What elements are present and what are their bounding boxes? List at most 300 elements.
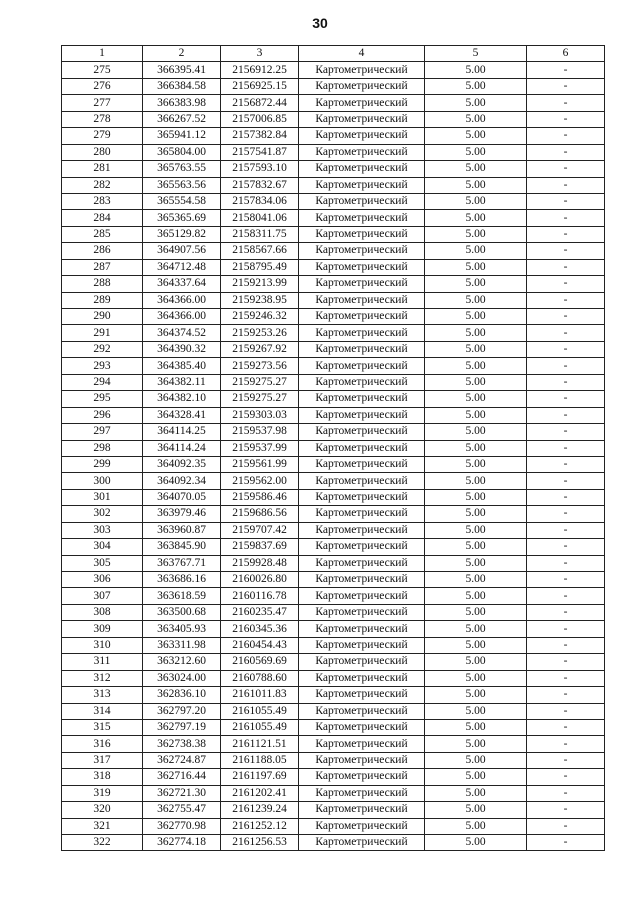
point-number-cell: 296 — [62, 407, 143, 423]
x-coordinate-cell: 363960.87 — [143, 522, 221, 538]
note-cell: - — [527, 703, 605, 719]
table-row — [62, 506, 605, 522]
table-row — [62, 736, 605, 752]
y-coordinate-cell: 2159586.46 — [221, 489, 299, 505]
x-coordinate-cell: 362797.20 — [143, 703, 221, 719]
method-cell: Картометрический — [299, 769, 425, 785]
method-cell: Картометрический — [299, 654, 425, 670]
x-coordinate-cell: 364374.52 — [143, 325, 221, 341]
y-coordinate-cell: 2161197.69 — [221, 769, 299, 785]
note-cell: - — [527, 736, 605, 752]
accuracy-cell: 5.00 — [425, 719, 527, 735]
y-coordinate-cell: 2161055.49 — [221, 719, 299, 735]
table-row — [62, 621, 605, 637]
accuracy-cell: 5.00 — [425, 539, 527, 555]
table-row — [62, 802, 605, 818]
method-cell: Картометрический — [299, 78, 425, 94]
note-cell: - — [527, 128, 605, 144]
y-coordinate-cell: 2157541.87 — [221, 144, 299, 160]
accuracy-cell: 5.00 — [425, 259, 527, 275]
accuracy-cell: 5.00 — [425, 572, 527, 588]
table-row — [62, 456, 605, 472]
note-cell: - — [527, 604, 605, 620]
table-row — [62, 243, 605, 259]
point-number-cell: 308 — [62, 604, 143, 620]
point-number-cell: 319 — [62, 785, 143, 801]
table-row — [62, 522, 605, 538]
accuracy-cell: 5.00 — [425, 161, 527, 177]
x-coordinate-cell: 363845.90 — [143, 539, 221, 555]
note-cell: - — [527, 654, 605, 670]
method-cell: Картометрический — [299, 276, 425, 292]
point-number-cell: 300 — [62, 473, 143, 489]
table-row — [62, 391, 605, 407]
x-coordinate-cell: 364092.35 — [143, 456, 221, 472]
accuracy-cell: 5.00 — [425, 144, 527, 160]
table-row — [62, 341, 605, 357]
table-row — [62, 128, 605, 144]
note-cell: - — [527, 309, 605, 325]
table-row — [62, 752, 605, 768]
y-coordinate-cell: 2159686.56 — [221, 506, 299, 522]
point-number-cell: 302 — [62, 506, 143, 522]
point-number-cell: 303 — [62, 522, 143, 538]
point-number-cell: 299 — [62, 456, 143, 472]
x-coordinate-cell: 364385.40 — [143, 358, 221, 374]
accuracy-cell: 5.00 — [425, 522, 527, 538]
note-cell: - — [527, 489, 605, 505]
x-coordinate-cell: 364390.32 — [143, 341, 221, 357]
x-coordinate-cell: 364907.56 — [143, 243, 221, 259]
point-number-cell: 307 — [62, 588, 143, 604]
accuracy-cell: 5.00 — [425, 95, 527, 111]
method-cell: Картометрический — [299, 210, 425, 226]
x-coordinate-cell: 365365.69 — [143, 210, 221, 226]
point-number-cell: 309 — [62, 621, 143, 637]
y-coordinate-cell: 2161121.51 — [221, 736, 299, 752]
accuracy-cell: 5.00 — [425, 802, 527, 818]
x-coordinate-cell: 362721.30 — [143, 785, 221, 801]
y-coordinate-cell: 2159238.95 — [221, 292, 299, 308]
method-cell: Картометрический — [299, 522, 425, 538]
table-row — [62, 259, 605, 275]
point-number-cell: 290 — [62, 309, 143, 325]
y-coordinate-cell: 2158567.66 — [221, 243, 299, 259]
column-header-1: 1 — [62, 46, 143, 62]
y-coordinate-cell: 2158041.06 — [221, 210, 299, 226]
accuracy-cell: 5.00 — [425, 621, 527, 637]
table-row — [62, 654, 605, 670]
point-number-cell: 301 — [62, 489, 143, 505]
point-number-cell: 306 — [62, 572, 143, 588]
x-coordinate-cell: 364092.34 — [143, 473, 221, 489]
note-cell: - — [527, 210, 605, 226]
method-cell: Картометрический — [299, 407, 425, 423]
table-row — [62, 769, 605, 785]
table-row — [62, 226, 605, 242]
table-row — [62, 719, 605, 735]
point-number-cell: 279 — [62, 128, 143, 144]
note-cell: - — [527, 835, 605, 851]
method-cell: Картометрический — [299, 440, 425, 456]
table-row — [62, 555, 605, 571]
header-row — [62, 46, 605, 62]
y-coordinate-cell: 2156925.15 — [221, 78, 299, 94]
note-cell: - — [527, 111, 605, 127]
column-header-2: 2 — [143, 46, 221, 62]
table-row — [62, 210, 605, 226]
x-coordinate-cell: 366267.52 — [143, 111, 221, 127]
method-cell: Картометрический — [299, 341, 425, 357]
x-coordinate-cell: 364382.10 — [143, 391, 221, 407]
y-coordinate-cell: 2159537.98 — [221, 424, 299, 440]
point-number-cell: 280 — [62, 144, 143, 160]
x-coordinate-cell: 366383.98 — [143, 95, 221, 111]
accuracy-cell: 5.00 — [425, 210, 527, 226]
y-coordinate-cell: 2158311.75 — [221, 226, 299, 242]
table-row — [62, 309, 605, 325]
y-coordinate-cell: 2159562.00 — [221, 473, 299, 489]
note-cell: - — [527, 637, 605, 653]
x-coordinate-cell: 364114.25 — [143, 424, 221, 440]
x-coordinate-cell: 364712.48 — [143, 259, 221, 275]
x-coordinate-cell: 365941.12 — [143, 128, 221, 144]
x-coordinate-cell: 362755.47 — [143, 802, 221, 818]
note-cell: - — [527, 259, 605, 275]
y-coordinate-cell: 2160345.36 — [221, 621, 299, 637]
accuracy-cell: 5.00 — [425, 276, 527, 292]
y-coordinate-cell: 2160454.43 — [221, 637, 299, 653]
x-coordinate-cell: 362738.38 — [143, 736, 221, 752]
point-number-cell: 283 — [62, 193, 143, 209]
accuracy-cell: 5.00 — [425, 604, 527, 620]
y-coordinate-cell: 2159537.99 — [221, 440, 299, 456]
x-coordinate-cell: 363767.71 — [143, 555, 221, 571]
note-cell: - — [527, 670, 605, 686]
note-cell: - — [527, 391, 605, 407]
method-cell: Картометрический — [299, 687, 425, 703]
page-number: 30 — [312, 15, 328, 31]
table-row — [62, 358, 605, 374]
point-number-cell: 276 — [62, 78, 143, 94]
x-coordinate-cell: 365563.56 — [143, 177, 221, 193]
accuracy-cell: 5.00 — [425, 456, 527, 472]
note-cell: - — [527, 341, 605, 357]
point-number-cell: 305 — [62, 555, 143, 571]
x-coordinate-cell: 363979.46 — [143, 506, 221, 522]
point-number-cell: 282 — [62, 177, 143, 193]
y-coordinate-cell: 2159837.69 — [221, 539, 299, 555]
point-number-cell: 317 — [62, 752, 143, 768]
x-coordinate-cell: 363212.60 — [143, 654, 221, 670]
method-cell: Картометрический — [299, 292, 425, 308]
y-coordinate-cell: 2159275.27 — [221, 391, 299, 407]
method-cell: Картометрический — [299, 456, 425, 472]
table-row — [62, 95, 605, 111]
method-cell: Картометрический — [299, 703, 425, 719]
point-number-cell: 295 — [62, 391, 143, 407]
method-cell: Картометрический — [299, 818, 425, 834]
table-row — [62, 818, 605, 834]
note-cell: - — [527, 785, 605, 801]
method-cell: Картометрический — [299, 259, 425, 275]
table-row — [62, 572, 605, 588]
method-cell: Картометрический — [299, 539, 425, 555]
accuracy-cell: 5.00 — [425, 62, 527, 78]
note-cell: - — [527, 276, 605, 292]
y-coordinate-cell: 2159273.56 — [221, 358, 299, 374]
accuracy-cell: 5.00 — [425, 506, 527, 522]
method-cell: Картометрический — [299, 719, 425, 735]
accuracy-cell: 5.00 — [425, 489, 527, 505]
method-cell: Картометрический — [299, 226, 425, 242]
y-coordinate-cell: 2159561.99 — [221, 456, 299, 472]
accuracy-cell: 5.00 — [425, 111, 527, 127]
y-coordinate-cell: 2161239.24 — [221, 802, 299, 818]
x-coordinate-cell: 363500.68 — [143, 604, 221, 620]
point-number-cell: 313 — [62, 687, 143, 703]
point-number-cell: 321 — [62, 818, 143, 834]
method-cell: Картометрический — [299, 473, 425, 489]
accuracy-cell: 5.00 — [425, 473, 527, 489]
accuracy-cell: 5.00 — [425, 835, 527, 851]
accuracy-cell: 5.00 — [425, 193, 527, 209]
y-coordinate-cell: 2161011.83 — [221, 687, 299, 703]
table-row — [62, 424, 605, 440]
point-number-cell: 286 — [62, 243, 143, 259]
x-coordinate-cell: 362797.19 — [143, 719, 221, 735]
note-cell: - — [527, 769, 605, 785]
table-row — [62, 588, 605, 604]
table-row — [62, 78, 605, 94]
y-coordinate-cell: 2160569.69 — [221, 654, 299, 670]
x-coordinate-cell: 364382.11 — [143, 374, 221, 390]
note-cell: - — [527, 226, 605, 242]
method-cell: Картометрический — [299, 325, 425, 341]
accuracy-cell: 5.00 — [425, 736, 527, 752]
point-number-cell: 294 — [62, 374, 143, 390]
table-row — [62, 687, 605, 703]
accuracy-cell: 5.00 — [425, 78, 527, 94]
x-coordinate-cell: 362724.87 — [143, 752, 221, 768]
table-row — [62, 62, 605, 78]
method-cell: Картометрический — [299, 358, 425, 374]
table-row — [62, 111, 605, 127]
y-coordinate-cell: 2161055.49 — [221, 703, 299, 719]
table-row — [62, 835, 605, 851]
note-cell: - — [527, 424, 605, 440]
accuracy-cell: 5.00 — [425, 555, 527, 571]
y-coordinate-cell: 2159707.42 — [221, 522, 299, 538]
note-cell: - — [527, 687, 605, 703]
method-cell: Картометрический — [299, 670, 425, 686]
method-cell: Картометрический — [299, 424, 425, 440]
note-cell: - — [527, 177, 605, 193]
table-row — [62, 374, 605, 390]
x-coordinate-cell: 363686.16 — [143, 572, 221, 588]
table-body — [62, 62, 605, 851]
method-cell: Картометрический — [299, 243, 425, 259]
point-number-cell: 322 — [62, 835, 143, 851]
accuracy-cell: 5.00 — [425, 407, 527, 423]
method-cell: Картометрический — [299, 391, 425, 407]
x-coordinate-cell: 363405.93 — [143, 621, 221, 637]
table-row — [62, 276, 605, 292]
accuracy-cell: 5.00 — [425, 391, 527, 407]
accuracy-cell: 5.00 — [425, 752, 527, 768]
y-coordinate-cell: 2161252.12 — [221, 818, 299, 834]
note-cell: - — [527, 506, 605, 522]
table-row — [62, 604, 605, 620]
note-cell: - — [527, 78, 605, 94]
method-cell: Картометрический — [299, 193, 425, 209]
point-number-cell: 314 — [62, 703, 143, 719]
note-cell: - — [527, 555, 605, 571]
note-cell: - — [527, 456, 605, 472]
y-coordinate-cell: 2157593.10 — [221, 161, 299, 177]
x-coordinate-cell: 365804.00 — [143, 144, 221, 160]
accuracy-cell: 5.00 — [425, 769, 527, 785]
method-cell: Картометрический — [299, 752, 425, 768]
note-cell: - — [527, 522, 605, 538]
y-coordinate-cell: 2161188.05 — [221, 752, 299, 768]
x-coordinate-cell: 366384.58 — [143, 78, 221, 94]
method-cell: Картометрический — [299, 555, 425, 571]
y-coordinate-cell: 2159275.27 — [221, 374, 299, 390]
method-cell: Картометрический — [299, 111, 425, 127]
point-number-cell: 320 — [62, 802, 143, 818]
y-coordinate-cell: 2156872.44 — [221, 95, 299, 111]
note-cell: - — [527, 440, 605, 456]
y-coordinate-cell: 2159267.92 — [221, 341, 299, 357]
method-cell: Картометрический — [299, 374, 425, 390]
table-row — [62, 144, 605, 160]
x-coordinate-cell: 363024.00 — [143, 670, 221, 686]
column-header-3: 3 — [221, 46, 299, 62]
x-coordinate-cell: 365763.55 — [143, 161, 221, 177]
y-coordinate-cell: 2159253.26 — [221, 325, 299, 341]
accuracy-cell: 5.00 — [425, 424, 527, 440]
note-cell: - — [527, 818, 605, 834]
accuracy-cell: 5.00 — [425, 818, 527, 834]
point-number-cell: 277 — [62, 95, 143, 111]
method-cell: Картометрический — [299, 177, 425, 193]
x-coordinate-cell: 365129.82 — [143, 226, 221, 242]
y-coordinate-cell: 2159928.48 — [221, 555, 299, 571]
table-row — [62, 407, 605, 423]
method-cell: Картометрический — [299, 637, 425, 653]
accuracy-cell: 5.00 — [425, 309, 527, 325]
table-row — [62, 703, 605, 719]
y-coordinate-cell: 2159213.99 — [221, 276, 299, 292]
point-number-cell: 284 — [62, 210, 143, 226]
y-coordinate-cell: 2159246.32 — [221, 309, 299, 325]
accuracy-cell: 5.00 — [425, 785, 527, 801]
note-cell: - — [527, 539, 605, 555]
y-coordinate-cell: 2157382.84 — [221, 128, 299, 144]
point-number-cell: 312 — [62, 670, 143, 686]
method-cell: Картометрический — [299, 785, 425, 801]
y-coordinate-cell: 2158795.49 — [221, 259, 299, 275]
column-header-4: 4 — [299, 46, 425, 62]
note-cell: - — [527, 243, 605, 259]
y-coordinate-cell: 2160116.78 — [221, 588, 299, 604]
note-cell: - — [527, 358, 605, 374]
method-cell: Картометрический — [299, 588, 425, 604]
y-coordinate-cell: 2157832.67 — [221, 177, 299, 193]
accuracy-cell: 5.00 — [425, 226, 527, 242]
y-coordinate-cell: 2160026.80 — [221, 572, 299, 588]
method-cell: Картометрический — [299, 802, 425, 818]
note-cell: - — [527, 374, 605, 390]
x-coordinate-cell: 362770.98 — [143, 818, 221, 834]
point-number-cell: 291 — [62, 325, 143, 341]
point-number-cell: 304 — [62, 539, 143, 555]
x-coordinate-cell: 363311.98 — [143, 637, 221, 653]
table-row — [62, 292, 605, 308]
coordinates-table — [61, 45, 605, 851]
note-cell: - — [527, 292, 605, 308]
note-cell: - — [527, 621, 605, 637]
accuracy-cell: 5.00 — [425, 687, 527, 703]
x-coordinate-cell: 364337.64 — [143, 276, 221, 292]
point-number-cell: 285 — [62, 226, 143, 242]
note-cell: - — [527, 95, 605, 111]
y-coordinate-cell: 2157006.85 — [221, 111, 299, 127]
point-number-cell: 297 — [62, 424, 143, 440]
note-cell: - — [527, 719, 605, 735]
point-number-cell: 275 — [62, 62, 143, 78]
table-row — [62, 440, 605, 456]
method-cell: Картометрический — [299, 621, 425, 637]
note-cell: - — [527, 802, 605, 818]
accuracy-cell: 5.00 — [425, 243, 527, 259]
method-cell: Картометрический — [299, 144, 425, 160]
y-coordinate-cell: 2161256.53 — [221, 835, 299, 851]
column-header-6: 6 — [527, 46, 605, 62]
x-coordinate-cell: 364114.24 — [143, 440, 221, 456]
point-number-cell: 293 — [62, 358, 143, 374]
table-row — [62, 785, 605, 801]
method-cell: Картометрический — [299, 161, 425, 177]
point-number-cell: 278 — [62, 111, 143, 127]
accuracy-cell: 5.00 — [425, 637, 527, 653]
point-number-cell: 287 — [62, 259, 143, 275]
method-cell: Картометрический — [299, 835, 425, 851]
x-coordinate-cell: 365554.58 — [143, 193, 221, 209]
accuracy-cell: 5.00 — [425, 670, 527, 686]
note-cell: - — [527, 572, 605, 588]
method-cell: Картометрический — [299, 736, 425, 752]
table-row — [62, 177, 605, 193]
note-cell: - — [527, 588, 605, 604]
note-cell: - — [527, 407, 605, 423]
y-coordinate-cell: 2159303.03 — [221, 407, 299, 423]
table-header — [62, 46, 605, 62]
accuracy-cell: 5.00 — [425, 128, 527, 144]
column-header-5: 5 — [425, 46, 527, 62]
method-cell: Картометрический — [299, 572, 425, 588]
point-number-cell: 318 — [62, 769, 143, 785]
point-number-cell: 316 — [62, 736, 143, 752]
x-coordinate-cell: 364366.00 — [143, 292, 221, 308]
y-coordinate-cell: 2160788.60 — [221, 670, 299, 686]
x-coordinate-cell: 363618.59 — [143, 588, 221, 604]
point-number-cell: 289 — [62, 292, 143, 308]
accuracy-cell: 5.00 — [425, 358, 527, 374]
method-cell: Картометрический — [299, 489, 425, 505]
accuracy-cell: 5.00 — [425, 374, 527, 390]
